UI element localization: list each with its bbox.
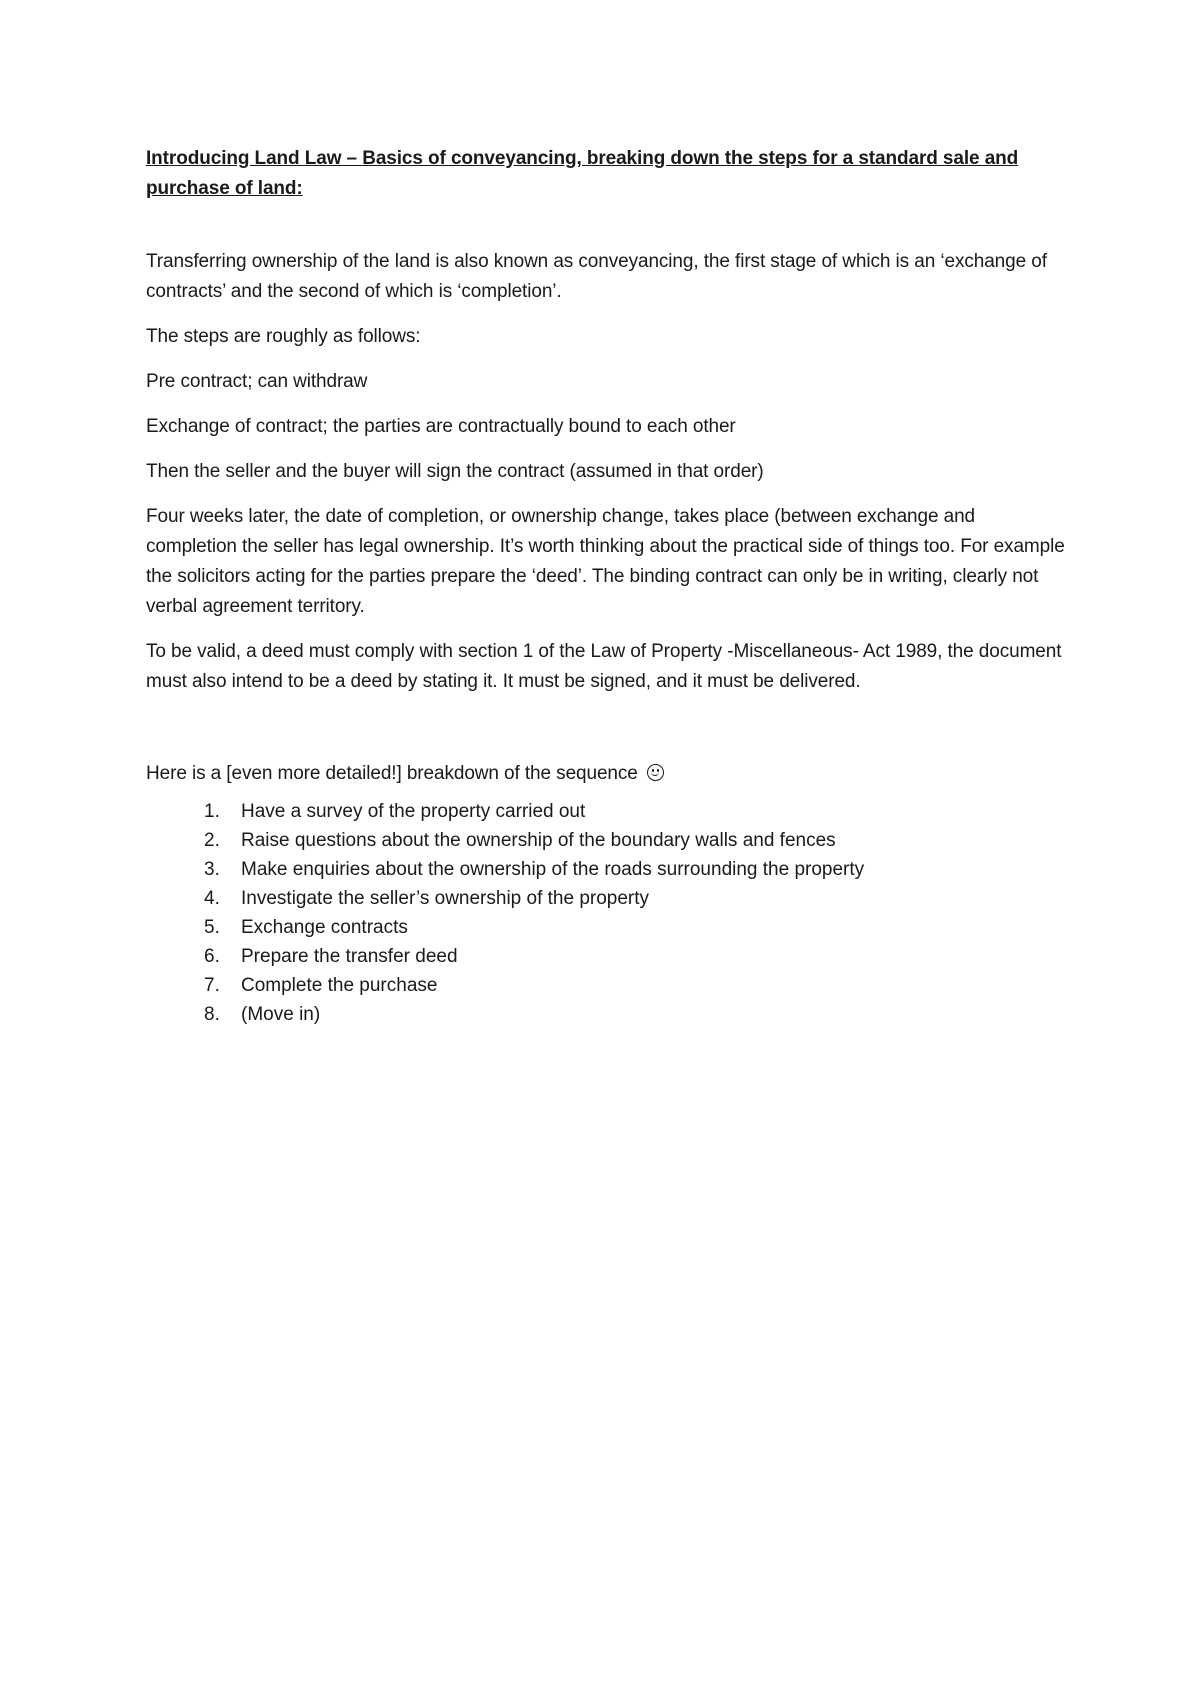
paragraph-exchange: Exchange of contract; the parties are contractually bound to each other <box>146 416 736 437</box>
breakdown-intro <box>146 759 1066 789</box>
list-item: 6. Prepare the transfer deed <box>204 946 458 967</box>
list-item: 4. Investigate the seller’s ownership of the property <box>204 888 650 909</box>
paragraph-deed-validity: To be valid, a deed must comply with section 1 of the Law of Property -Miscellaneous- Act 1989, the document must also intend to be a deed by stating it. It must be signed, and it must be delivered. <box>146 641 1062 692</box>
list-item: 2. Raise questions about the ownership of the boundary walls and fences <box>204 830 836 851</box>
paragraph-intro: Transferring ownership of the land is also known as conveyancing, the first stage of which is an ‘exchange of contracts’ and the second of which is ‘completion’. <box>146 251 1047 302</box>
smiley-face-icon <box>647 764 664 781</box>
breakdown-intro-text: Here is a [even more detailed!] breakdown of the sequence <box>146 763 638 784</box>
paragraph-steps-lead: The steps are roughly as follows: <box>146 326 421 347</box>
list-item: 5. Exchange contracts <box>204 917 408 938</box>
document-title: Introducing Land Law – Basics of conveyancing, breaking down the steps for a standard sale and purchase of land: <box>146 148 1019 199</box>
spacer <box>146 204 1066 247</box>
list-item: 7. Complete the purchase <box>204 975 438 996</box>
steps-list <box>146 797 1066 1029</box>
list-item: 1. Have a survey of the property carried out <box>204 801 586 822</box>
spacer <box>146 712 1066 759</box>
paragraph-completion: Four weeks later, the date of completion, or ownership change, takes place (between exchange and completion the seller has legal ownership. It’s worth thinking about the practical side of things too. For example the solicitors acting for the parties prepare the ‘deed’. The binding contract can only be in writing, clearly not verbal agreement territory. <box>146 506 1065 617</box>
list-item: 8. (Move in) <box>204 1004 321 1025</box>
paragraph-pre-contract: Pre contract; can withdraw <box>146 371 368 392</box>
document-body <box>146 144 1066 1029</box>
list-item: 3. Make enquiries about the ownership of the roads surrounding the property <box>204 859 865 880</box>
paragraph-signing: Then the seller and the buyer will sign the contract (assumed in that order) <box>146 461 764 482</box>
